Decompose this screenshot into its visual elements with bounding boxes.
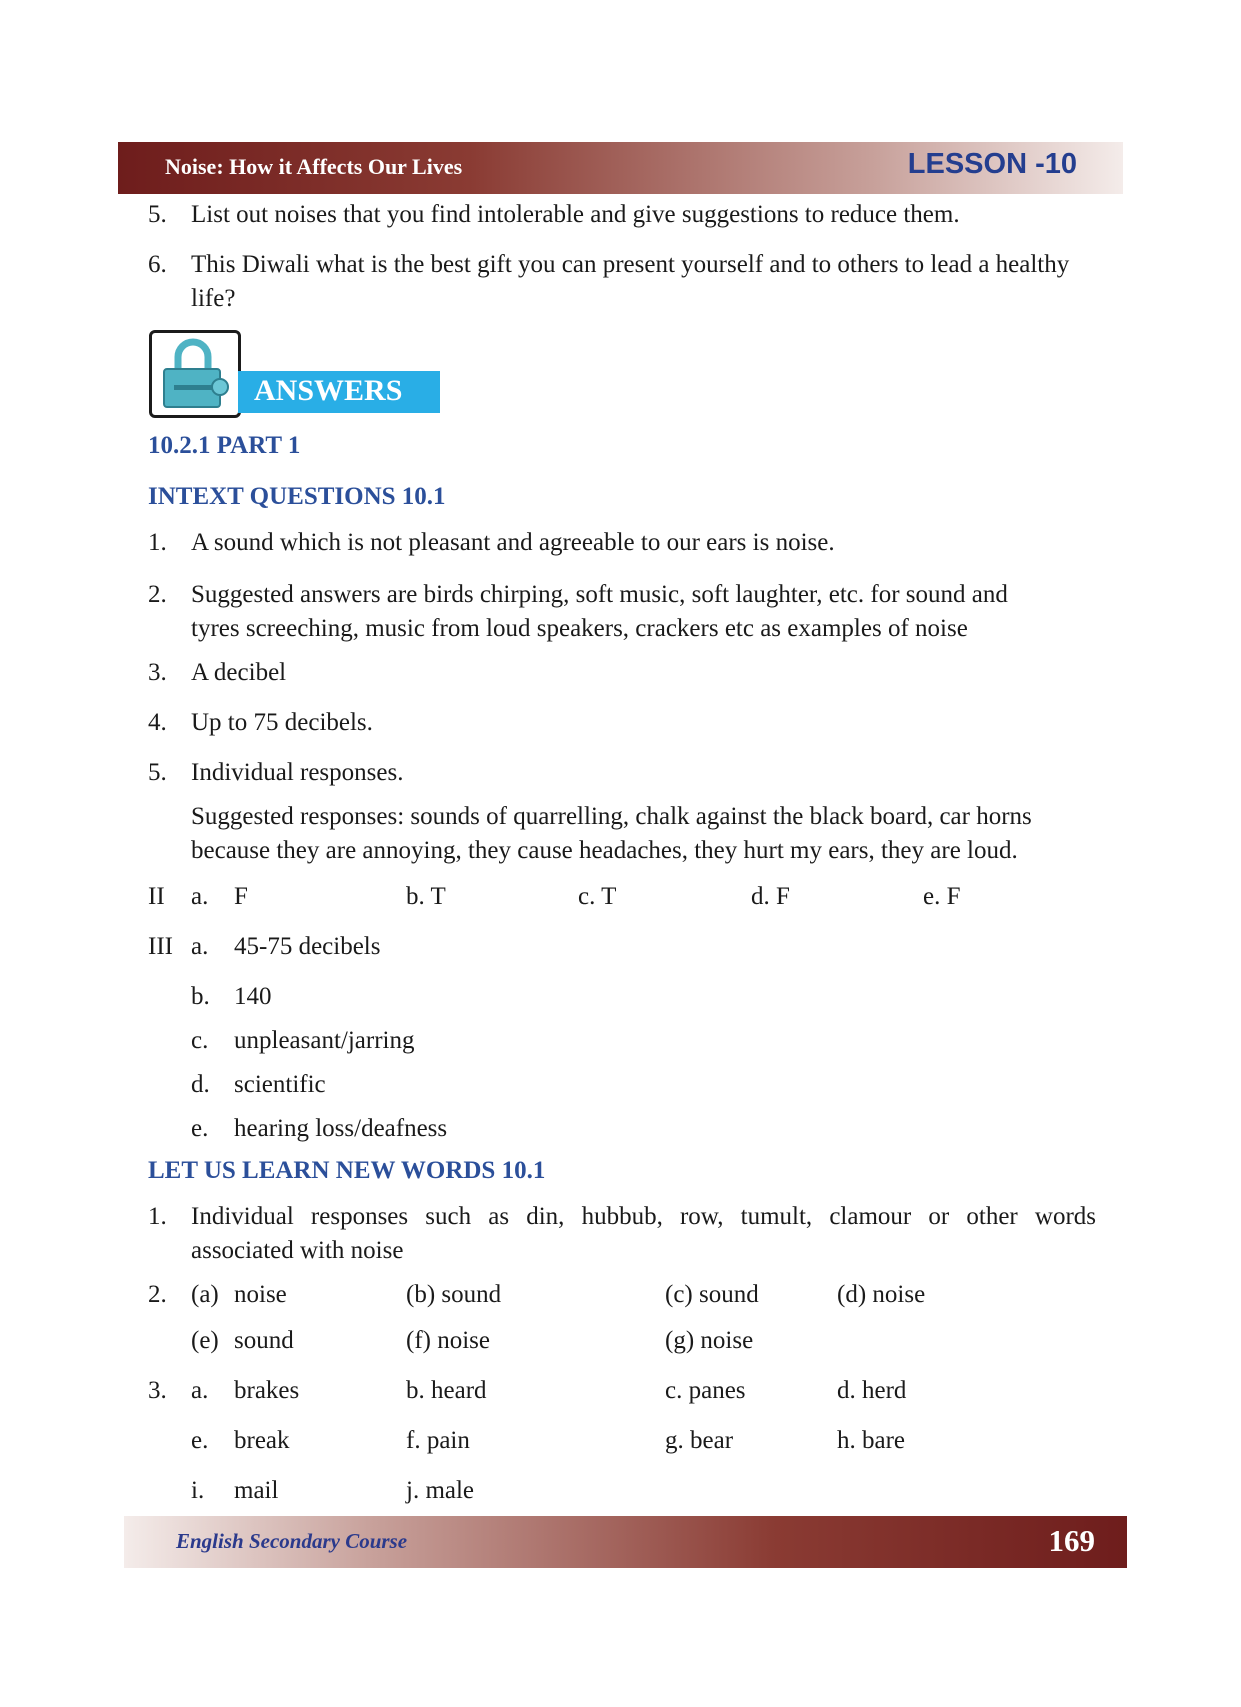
answer-text: Individual responses. <box>191 759 404 786</box>
option-letter: (a) <box>191 1281 219 1308</box>
answers-title: ANSWERS <box>254 374 403 407</box>
answer-text: A decibel <box>191 659 287 686</box>
word-answer: (c) sound <box>665 1281 759 1308</box>
option-letter: a. <box>191 1377 209 1404</box>
question-text: life? <box>191 285 236 312</box>
word-answer: mail <box>234 1477 279 1504</box>
word-answer: brakes <box>234 1377 300 1404</box>
word-answer: noise <box>234 1281 287 1308</box>
option-letter: a. <box>191 933 209 960</box>
answer-number: 2. <box>148 1281 167 1308</box>
answer-text: A sound which is not pleasant and agreeable to our ears is noise. <box>191 529 835 556</box>
word-answer: d. herd <box>837 1377 907 1404</box>
option-letter: (e) <box>191 1327 219 1354</box>
word-answer: f. pain <box>406 1427 470 1454</box>
option-letter: e. <box>191 1427 209 1454</box>
question-number: 5. <box>148 201 167 228</box>
question-text: List out noises that you find intolerable and give suggestions to reduce them. <box>191 201 960 228</box>
lock-icon <box>149 330 241 418</box>
option-answer: 45-75 decibels <box>234 933 381 960</box>
answer-number: 4. <box>148 709 167 736</box>
option-answer: F <box>234 883 248 910</box>
option-letter: b. <box>191 983 210 1010</box>
option-letter: i. <box>191 1477 205 1504</box>
header-band <box>118 142 1123 194</box>
word-answer: b. heard <box>406 1377 487 1404</box>
answer-number: 2. <box>148 581 167 608</box>
answer-number: 3. <box>148 1377 167 1404</box>
word-answer: g. bear <box>665 1427 734 1454</box>
option-letter: c. <box>191 1027 209 1054</box>
option-answer: 140 <box>234 983 272 1010</box>
answers-banner <box>238 371 440 413</box>
option-letter: a. <box>191 883 209 910</box>
course-name: English Secondary Course <box>176 1529 408 1553</box>
intext-heading: INTEXT QUESTIONS 10.1 <box>148 483 446 510</box>
word-answer: h. bare <box>837 1427 906 1454</box>
question-number: 6. <box>148 251 167 278</box>
word-answer: (f) noise <box>406 1327 490 1354</box>
new-words-heading: LET US LEARN NEW WORDS 10.1 <box>148 1157 546 1184</box>
question-text: This Diwali what is the best gift you can present yourself and to others to lead a healthy <box>191 251 1070 278</box>
word-answer: (g) noise <box>665 1327 754 1354</box>
lesson-label: LESSON -10 <box>907 148 1077 180</box>
answer-number: 5. <box>148 759 167 786</box>
word-answer: sound <box>234 1327 294 1354</box>
option-answer: b. T <box>406 883 446 910</box>
page-number: 169 <box>1048 1523 1095 1558</box>
suggested-responses: because they are annoying, they cause headaches, they hurt my ears, they are loud. <box>191 837 1018 864</box>
footer-band <box>124 1516 1127 1568</box>
answer-text: Suggested answers are birds chirping, soft music, soft laughter, etc. for sound and <box>191 581 1008 608</box>
part-heading: 10.2.1 PART 1 <box>148 432 301 459</box>
option-answer: scientific <box>234 1071 326 1098</box>
answer-number: 3. <box>148 659 167 686</box>
option-answer: hearing loss/deafness <box>234 1115 448 1142</box>
word-answer: (d) noise <box>837 1281 926 1308</box>
option-answer: unpleasant/jarring <box>234 1027 415 1054</box>
word-answer: (b) sound <box>406 1281 502 1308</box>
answer-number: 1. <box>148 1203 167 1230</box>
chapter-title: Noise: How it Affects Our Lives <box>165 154 463 179</box>
suggested-responses: Suggested responses: sounds of quarrelling, chalk against the black board, car horns <box>191 803 1032 830</box>
section-label: III <box>148 933 173 960</box>
word-answer: j. male <box>406 1477 475 1504</box>
answer-text: tyres screeching, music from loud speakers, crackers etc as examples of noise <box>191 615 968 642</box>
option-answer: d. F <box>751 883 790 910</box>
word-answer: break <box>234 1427 290 1454</box>
section-label: II <box>148 883 165 910</box>
option-letter: d. <box>191 1071 210 1098</box>
answer-text: Individual responses such as din, hubbub, row, tumult, clamour or other words <box>191 1203 1096 1230</box>
answer-text: associated with noise <box>191 1237 404 1264</box>
option-answer: e. F <box>923 883 961 910</box>
word-answer: c. panes <box>665 1377 746 1404</box>
option-answer: c. T <box>578 883 617 910</box>
answer-number: 1. <box>148 529 167 556</box>
answer-text: Up to 75 decibels. <box>191 709 373 736</box>
option-letter: e. <box>191 1115 209 1142</box>
